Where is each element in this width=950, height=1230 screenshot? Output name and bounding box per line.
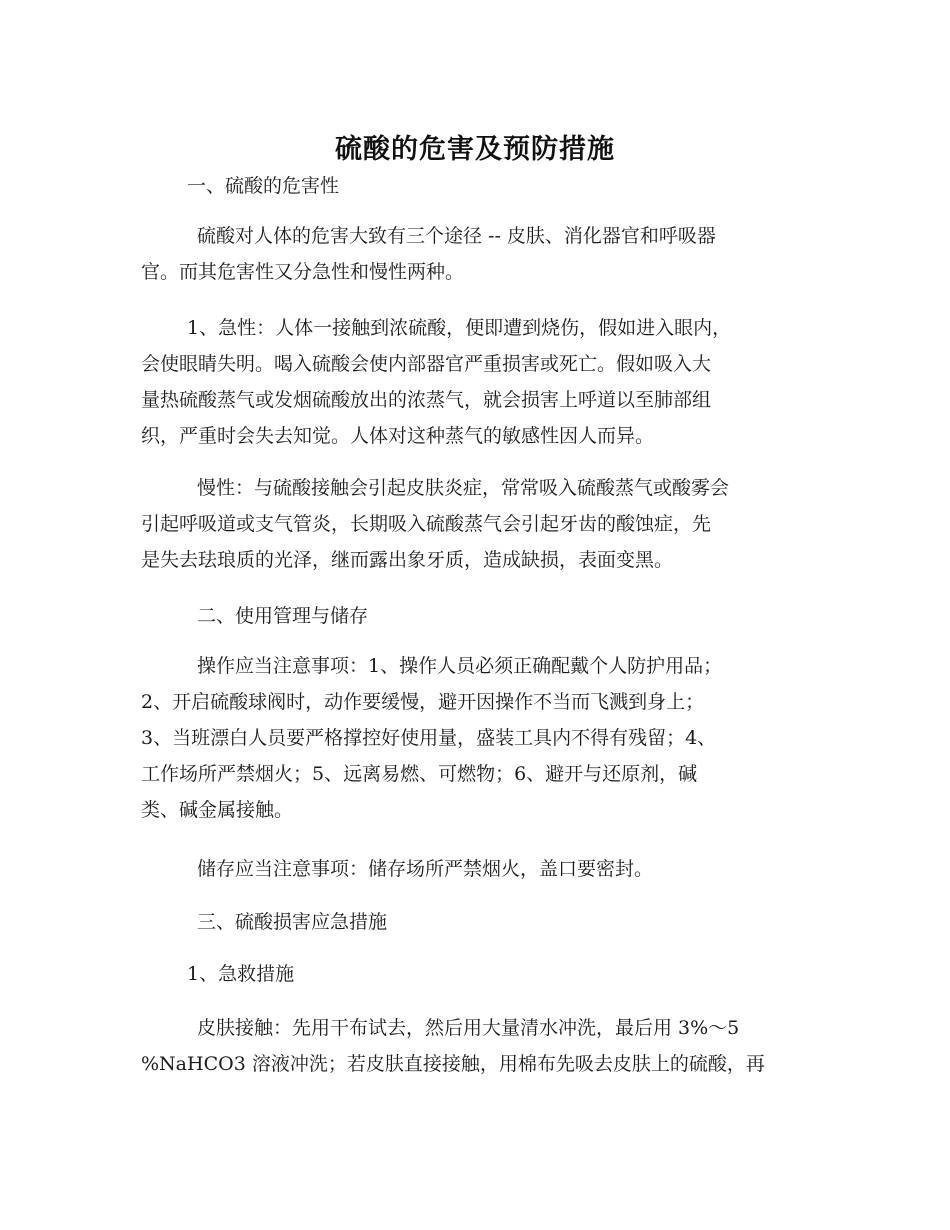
paragraph-acute xyxy=(141,310,806,454)
paragraph-chronic xyxy=(141,470,806,578)
heading-text: 二、使用管理与储存 xyxy=(197,605,369,627)
text-line: 3、当班漂白人员要严格撑控好使用量，盛装工具内不得有残留；4、 xyxy=(141,727,717,749)
text-line: 操作应当注意事项：1、操作人员必须正确配戴个人防护用品； xyxy=(197,655,723,677)
heading-text: 1、急救措施 xyxy=(187,963,295,985)
section-heading-hazards xyxy=(141,168,806,204)
text-line: 会使眼睛失明。喝入硫酸会使内部器官严重损害或死亡。假如吸入大 xyxy=(141,353,712,375)
paragraph-hazard-routes xyxy=(141,218,806,290)
text-line: 织，严重时会失去知觉。人体对这种蒸气的敏感性因人而异。 xyxy=(141,425,655,447)
paragraph-operation-notes xyxy=(141,648,806,828)
section-heading-emergency xyxy=(141,904,806,940)
text-line: 硫酸对人体的危害大致有三个途径 -- 皮肤、消化器官和呼吸器 xyxy=(197,225,716,247)
paragraph-skin-contact xyxy=(141,1010,806,1082)
text-line: 工作场所严禁烟火；5、远离易燃、可燃物；6、避开与还原剂，碱 xyxy=(141,763,698,785)
text-line: 量热硫酸蒸气或发烟硫酸放出的浓蒸气，就会损害上呼道以至肺部组 xyxy=(141,389,712,411)
section-heading-management xyxy=(141,598,806,634)
document-title: 硫酸的危害及预防措施 xyxy=(335,134,615,166)
subheading-first-aid xyxy=(141,956,806,992)
text-line: 皮肤接触：先用干布试去，然后用大量清水冲洗，最后用 3%～5 xyxy=(197,1017,740,1039)
text-line: 2、开启硫酸球阀时，动作要缓慢，避开因操作不当而飞溅到身上； xyxy=(141,691,705,713)
text-line: 官。而其危害性又分急性和慢性两种。 xyxy=(141,261,465,283)
text-line: 慢性：与硫酸接触会引起皮肤炎症，常常吸入硫酸蒸气或酸雾会 xyxy=(197,477,730,499)
text-line: %NaHCO3 溶液冲洗；若皮肤直接接触，用棉布先吸去皮肤上的硫酸，再 xyxy=(141,1053,765,1075)
text-line: 是失去珐琅质的光泽，继而露出象牙质，造成缺损，表面变黑。 xyxy=(141,549,674,571)
text-line: 储存应当注意事项：储存场所严禁烟火，盖口要密封。 xyxy=(197,858,654,880)
paragraph-storage-notes xyxy=(141,851,806,887)
heading-text: 一、硫酸的危害性 xyxy=(187,175,340,197)
text-line: 1、急性：人体一接触到浓硫酸，便即遭到烧伤，假如进入眼内， xyxy=(187,317,732,339)
text-line: 类、碱金属接触。 xyxy=(141,799,294,821)
heading-text: 三、硫酸损害应急措施 xyxy=(197,911,388,933)
text-line: 引起呼吸道或支气管炎，长期吸入硫酸蒸气会引起牙齿的酸蚀症，先 xyxy=(141,513,712,535)
